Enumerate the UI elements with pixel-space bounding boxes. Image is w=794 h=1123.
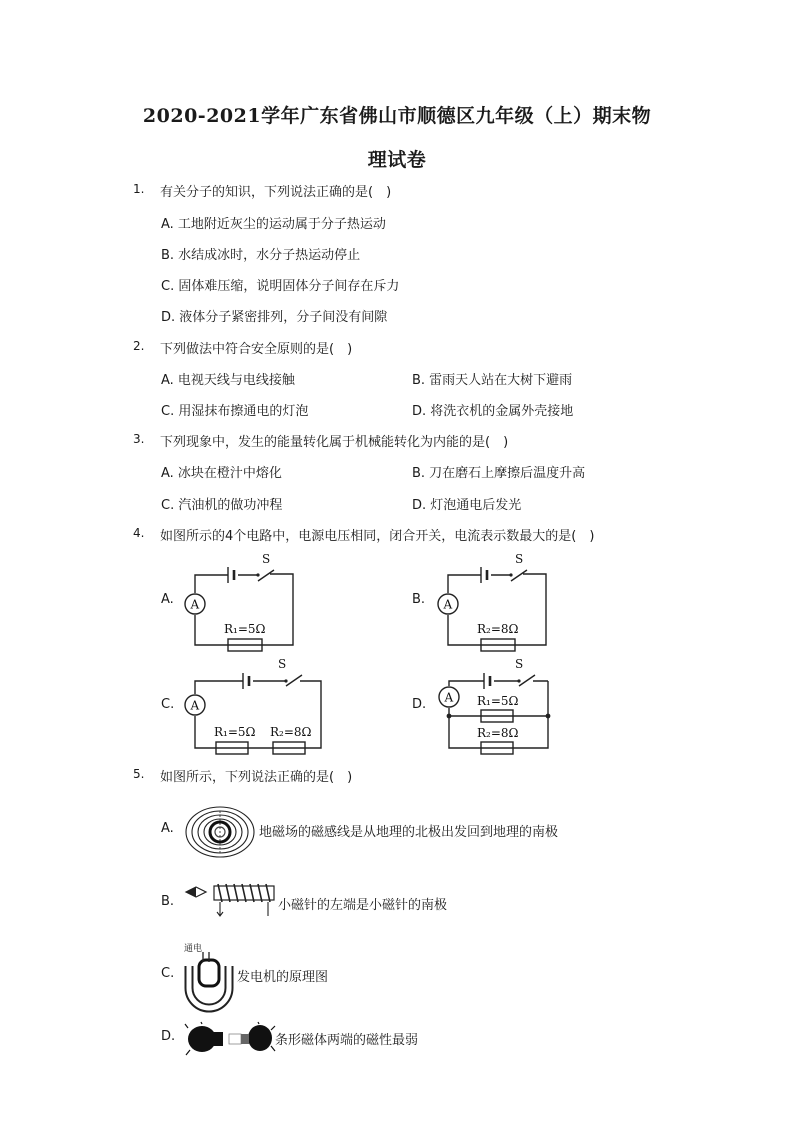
option-d: D. 灯泡通电后发光 bbox=[412, 498, 522, 513]
svg-text:A: A bbox=[444, 690, 454, 705]
solenoid-compass-icon bbox=[184, 882, 278, 918]
question-stem: 如图所示的4个电路中，电源电压相同，闭合开关，电流表示数最大的是( ) bbox=[160, 529, 595, 544]
option-b: B. bbox=[412, 592, 426, 607]
option-c: C. 用湿抹布擦通电的灯泡 bbox=[161, 404, 309, 419]
option-c: C. bbox=[161, 966, 175, 981]
option-a: A. 冰块在橙汁中熔化 bbox=[161, 466, 282, 481]
option-a: A. bbox=[161, 592, 174, 607]
option-b: B. 刀在磨石上摩擦后温度升高 bbox=[412, 466, 586, 481]
svg-text:R₁=5Ω: R₁=5Ω bbox=[224, 622, 266, 636]
option-a: A. 电视天线与电线接触 bbox=[161, 373, 295, 388]
option-b: B. 水结成冰时，水分子热运动停止 bbox=[161, 248, 361, 263]
earth-magnetic-field-icon bbox=[183, 803, 257, 861]
question-number: 2. bbox=[133, 339, 145, 353]
question-number: 3. bbox=[133, 432, 145, 446]
energized-label: 通电 bbox=[184, 944, 203, 954]
svg-text:A: A bbox=[190, 597, 200, 612]
circuit-diagram-d bbox=[431, 658, 561, 758]
svg-text:S: S bbox=[515, 657, 524, 671]
option-b: B. 雷雨天人站在大树下避雨 bbox=[412, 373, 573, 388]
question-stem: 下列做法中符合安全原则的是( ) bbox=[160, 342, 353, 357]
option-a-text: 地磁场的磁感线是从地理的北极出发回到地理的南极 bbox=[259, 825, 559, 840]
option-c-text: 发电机的原理图 bbox=[237, 970, 329, 985]
svg-text:R₁=5Ω: R₁=5Ω bbox=[477, 694, 519, 708]
option-b: B. bbox=[161, 894, 175, 909]
svg-text:S: S bbox=[278, 657, 287, 671]
page-title: 2020-2021学年广东省佛山市顺德区九年级（上）期末物 bbox=[142, 105, 652, 127]
svg-text:R₁=5Ω: R₁=5Ω bbox=[214, 725, 256, 739]
page-title-line2: 理试卷 bbox=[367, 149, 427, 171]
option-d: D. bbox=[161, 1029, 176, 1044]
svg-text:S: S bbox=[515, 552, 524, 566]
circuit-diagram-a bbox=[178, 553, 298, 653]
option-d: D. 将洗衣机的金属外壳接地 bbox=[412, 404, 574, 419]
option-a: A. 工地附近灰尘的运动属于分子热运动 bbox=[161, 217, 386, 232]
question-stem: 如图所示，下列说法正确的是( ) bbox=[160, 770, 353, 785]
circuit-diagram-c bbox=[178, 658, 328, 758]
svg-text:A: A bbox=[190, 698, 200, 713]
question-number: 4. bbox=[133, 526, 145, 540]
svg-text:A: A bbox=[443, 597, 453, 612]
option-d-text: 条形磁体两端的磁性最弱 bbox=[275, 1033, 419, 1048]
svg-text:R₂=8Ω: R₂=8Ω bbox=[270, 725, 312, 739]
option-b-text: 小磁针的左端是小磁针的南极 bbox=[278, 898, 448, 913]
option-c: C. bbox=[161, 697, 175, 712]
option-d: D. 液体分子紧密排列，分子间没有间隙 bbox=[161, 310, 388, 325]
option-c: C. 固体难压缩，说明固体分子间存在斥力 bbox=[161, 279, 400, 294]
svg-text:R₂=8Ω: R₂=8Ω bbox=[477, 726, 519, 740]
option-a: A. bbox=[161, 821, 174, 836]
question-stem: 有关分子的知识，下列说法正确的是( ) bbox=[160, 185, 392, 200]
u-magnet-wire-icon bbox=[181, 950, 237, 1012]
option-c: C. 汽油机的做功冲程 bbox=[161, 498, 283, 513]
svg-text:S: S bbox=[262, 552, 271, 566]
svg-text:R₂=8Ω: R₂=8Ω bbox=[477, 622, 519, 636]
question-number: 5. bbox=[133, 767, 145, 781]
question-stem: 下列现象中，发生的能量转化属于机械能转化为内能的是( ) bbox=[160, 435, 509, 450]
circuit-diagram-b bbox=[431, 553, 551, 653]
option-d: D. bbox=[412, 697, 427, 712]
bar-magnet-filings-icon bbox=[185, 1022, 275, 1056]
question-number: 1. bbox=[133, 182, 145, 196]
